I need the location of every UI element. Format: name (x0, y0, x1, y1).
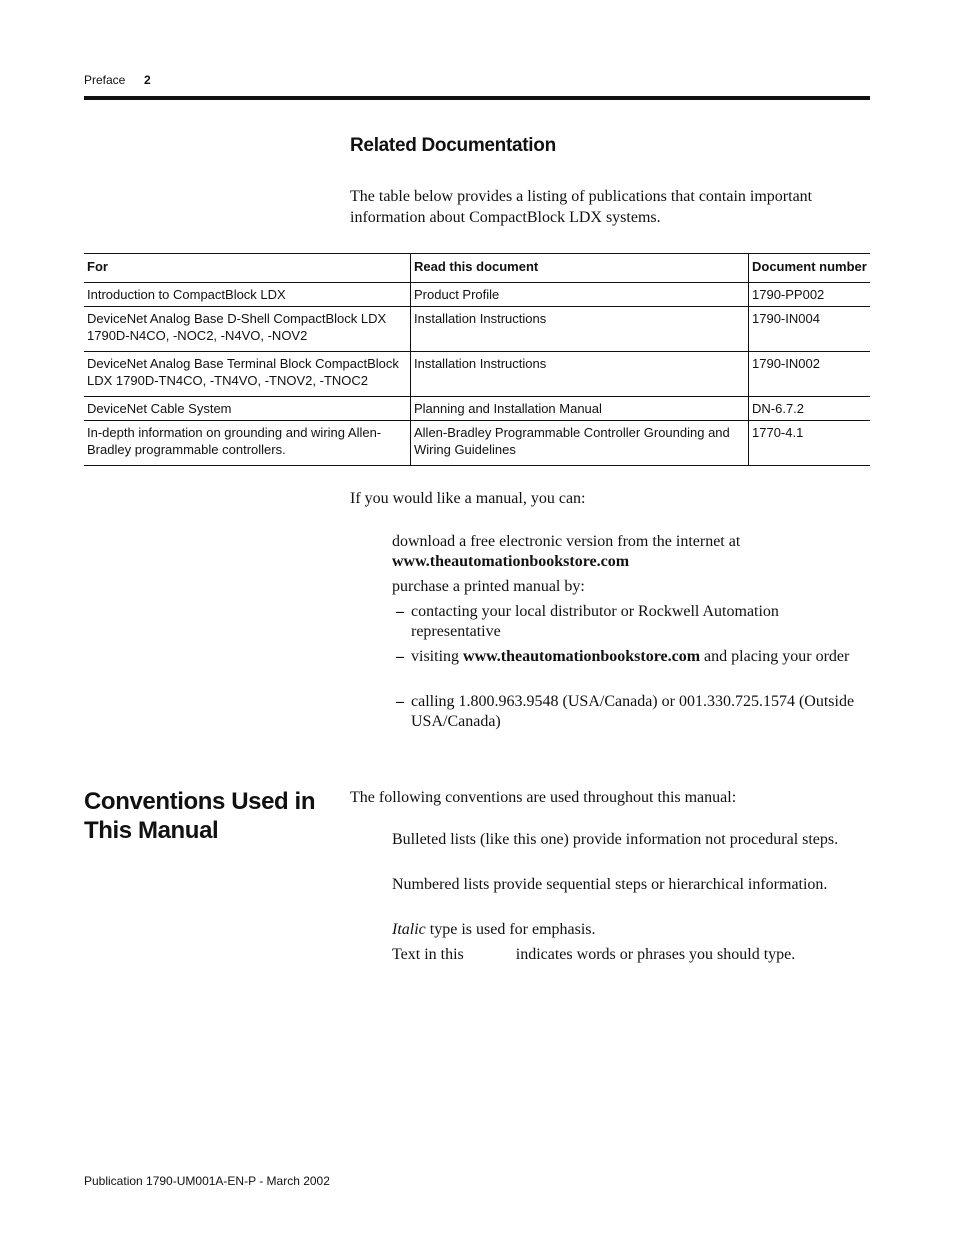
table-cell: Allen-Bradley Programmable Controller Grounding and Wiring Guidelines (411, 421, 749, 466)
table-cell: Planning and Installation Manual (411, 397, 749, 421)
table-row (84, 307, 870, 352)
table-cell: DeviceNet Analog Base D-Shell CompactBlock LDX 1790D-N4CO, -NOC2, -N4VO, -NOV2 (87, 311, 387, 343)
placing-order-text: and placing your order (704, 648, 850, 665)
table-cell: 1790-IN002 (749, 352, 871, 397)
convention-item: Numbered lists provide sequential steps or hierarchical information. (392, 876, 828, 893)
bookstore-link-inline[interactable]: www.theautomationbookstore.com (463, 648, 701, 665)
purchase-list-item: purchase a printed manual by: (392, 578, 585, 595)
header-page-number: 2 (144, 73, 151, 87)
related-intro-text: The table below provides a listing of publications that contain important information about CompactBlock LDX systems. (350, 188, 813, 226)
table-cell: Installation Instructions (411, 307, 749, 352)
convention-item (392, 945, 867, 965)
convention-item (392, 920, 867, 940)
header-section-label: Preface (84, 73, 126, 87)
column-header-for: For (87, 259, 108, 274)
italic-word: Italic (392, 921, 426, 938)
table-cell: 1770-4.1 (749, 421, 871, 466)
convention-text: type is used for emphasis. (429, 921, 596, 938)
table-row (84, 397, 870, 421)
table-cell: Product Profile (411, 283, 749, 307)
manual-lead-text: If you would like a manual, you can: (350, 490, 586, 507)
dash-bullet: – (396, 693, 404, 710)
sub-item-text (411, 647, 856, 667)
bookstore-link[interactable]: www.theautomationbookstore.com (392, 553, 630, 570)
table-cell: DN-6.7.2 (749, 397, 871, 421)
footer-publication: Publication 1790-UM001A-EN-P - March 2002 (84, 1174, 330, 1188)
table-row (84, 421, 870, 466)
table-header-row (84, 254, 870, 283)
sub-item-text: calling 1.800.963.9548 (USA/Canada) or 001.330.725.1574 (Outside USA/Canada) (411, 693, 855, 730)
sub-item-text: contacting your local distributor or Rockwell Automation representative (411, 603, 779, 640)
table-cell: 1790-IN004 (749, 307, 871, 352)
table-cell: DeviceNet Cable System (87, 401, 232, 416)
convention-text: indicates words or phrases you should type. (515, 946, 796, 963)
conventions-intro-text: The following conventions are used throughout this manual: (350, 789, 737, 806)
column-header-document: Read this document (411, 254, 749, 283)
download-text: download a free electronic version from the internet at (392, 533, 741, 550)
dash-bullet: – (396, 648, 404, 665)
conventions-heading: Conventions Used in This Manual (84, 788, 316, 844)
table-cell: DeviceNet Analog Base Terminal Block CompactBlock LDX 1790D-TN4CO, -TN4VO, -TNOV2, -TNOC2 (87, 356, 399, 388)
visiting-text: visiting (411, 648, 460, 665)
header-rule (84, 96, 870, 100)
table-row (84, 352, 870, 397)
table-cell: Introduction to CompactBlock LDX (87, 287, 286, 302)
dash-bullet: – (396, 603, 404, 620)
table-row (84, 283, 870, 307)
table-cell: 1790-PP002 (749, 283, 871, 307)
publications-table (84, 253, 870, 466)
table-cell: In-depth information on grounding and wiring Allen-Bradley programmable controllers. (87, 425, 382, 457)
related-documentation-heading: Related Documentation (350, 135, 556, 156)
download-list-item (392, 532, 862, 572)
table-cell: Installation Instructions (411, 352, 749, 397)
convention-item: Bulleted lists (like this one) provide information not procedural steps. (392, 831, 839, 848)
column-header-number: Document number (749, 254, 871, 283)
convention-text: Text in this (392, 946, 464, 963)
